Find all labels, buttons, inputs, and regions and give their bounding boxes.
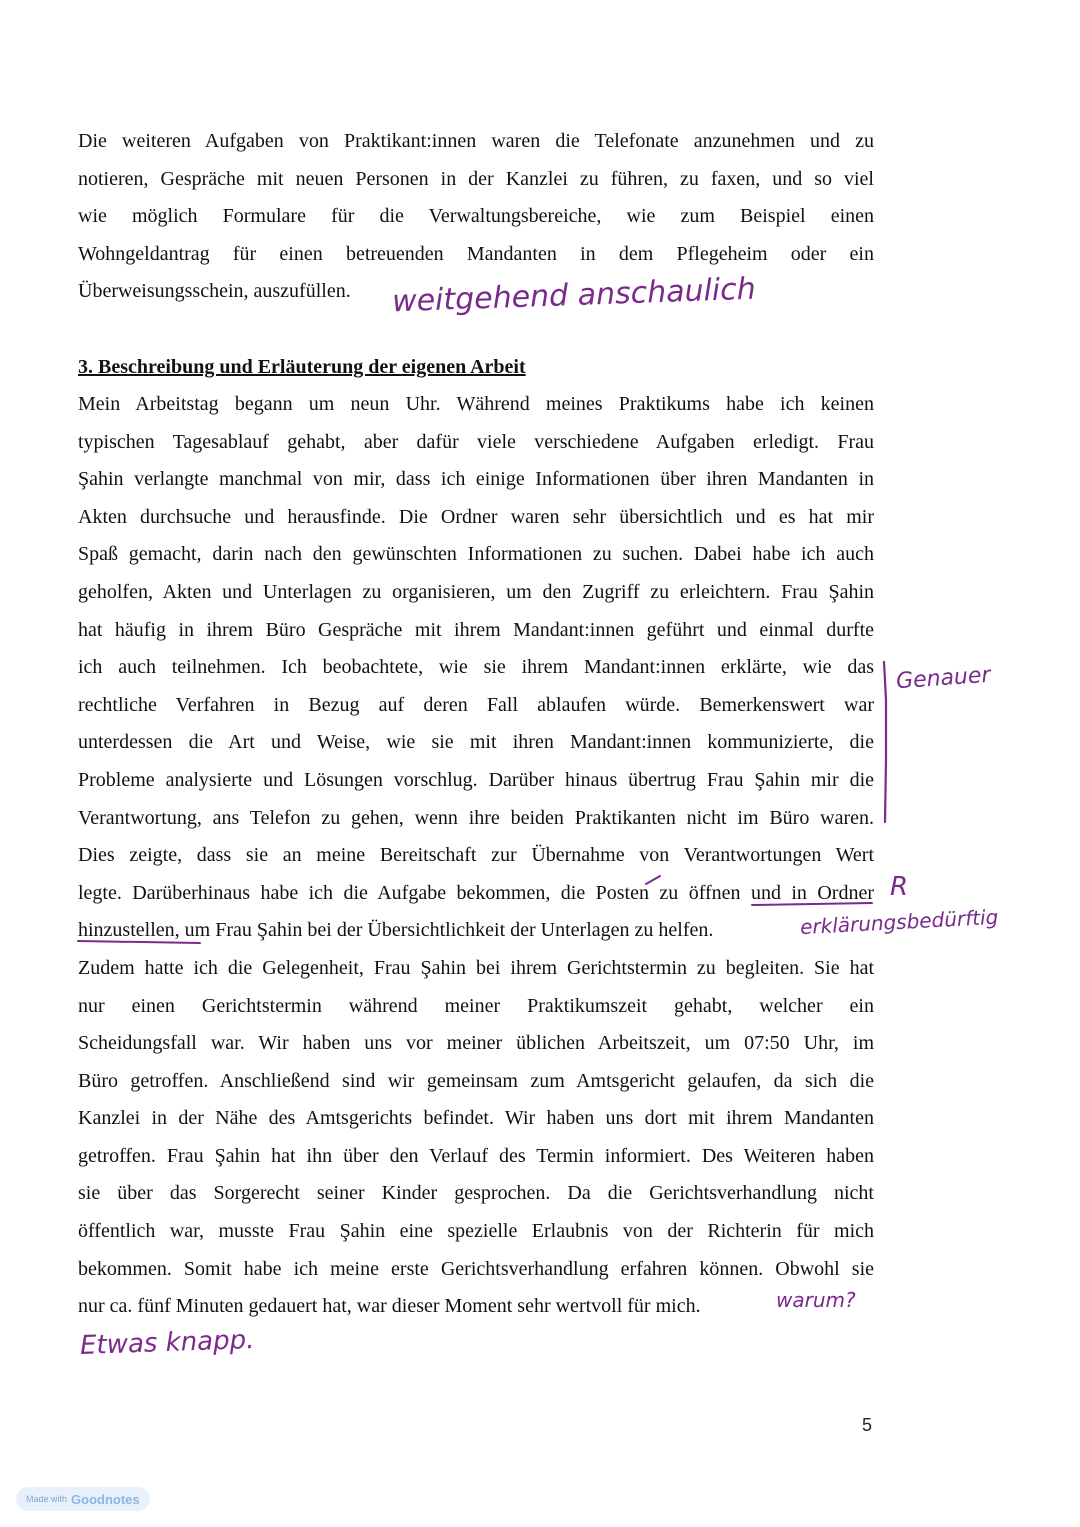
text-line: Büro getroffen. Anschließend sind wir gemeinsam zum Amtsgericht gelaufen, da sich die xyxy=(78,1069,874,1092)
text-line: Akten durchsuche und herausfinde. Die Ordner waren sehr übersichtlich und es hat mir xyxy=(78,505,874,528)
text-line: Probleme analysierte und Lösungen vorschlug. Darüber hinaus übertrug Frau Şahin mir die xyxy=(78,768,874,791)
text-line: Verantwortung, ans Telefon zu gehen, wenn ihre beiden Praktikanten nicht im Büro waren. xyxy=(78,806,874,829)
text-line: getroffen. Frau Şahin hat ihn über den Verlauf des Termin informiert. Des Weiteren haben xyxy=(78,1144,874,1167)
goodnotes-badge xyxy=(16,1487,150,1511)
handwritten-comment: Etwas knapp. xyxy=(79,1324,255,1362)
text-line: nur ca. fünf Minuten gedauert hat, war dieser Moment sehr wertvoll für mich. xyxy=(78,1295,701,1318)
handwritten-comment: R xyxy=(890,872,909,902)
handwritten-comment: erklärungsbedürftig xyxy=(799,904,999,940)
text-line: Kanzlei in der Nähe des Amtsgerichts befindet. Wir haben uns dort mit ihrem Mandanten xyxy=(78,1107,874,1130)
text-line: Mein Arbeitstag begann um neun Uhr. Während meines Praktikums habe ich keinen xyxy=(78,393,874,415)
text-line: Wohngeldantrag für einen betreuenden Mandanten in dem Pflegeheim oder ein xyxy=(78,242,874,265)
text-line: Die weiteren Aufgaben von Praktikant:innen waren die Telefonate anzunehmen und zu xyxy=(78,130,874,152)
text-line: ich auch teilnehmen. Ich beobachtete, wie sie ihrem Mandant:innen erklärte, wie das xyxy=(78,656,874,679)
text-line: Şahin verlangte manchmal von mir, dass ich einige Informationen über ihren Mandanten in xyxy=(78,468,874,491)
text-line: hat häufig in ihrem Büro Gespräche mit ihrem Mandant:innen geführt und einmal durfte xyxy=(78,618,874,641)
text-line: legte. Darüberhinaus habe ich die Aufgabe bekommen, die Posten zu öffnen und in Ordner xyxy=(78,881,874,904)
handwritten-comment: warum? xyxy=(776,1288,856,1312)
margin-bracket xyxy=(884,662,886,822)
badge-prefix: Made with xyxy=(26,1494,68,1504)
badge-brand: Goodnotes xyxy=(71,1491,140,1507)
text-line: geholfen, Akten und Unterlagen zu organisieren, um den Zugriff zu erleichtern. Frau Şahin xyxy=(78,580,874,603)
text-line: bekommen. Somit habe ich meine erste Gerichtsverhandlung erfahren können. Obwohl sie xyxy=(78,1257,874,1280)
text-line: Überweisungsschein, auszufüllen. xyxy=(78,280,351,303)
text-line: hinzustellen, um Frau Şahin bei der Übersichtlichkeit der Unterlagen zu helfen. xyxy=(78,919,714,942)
text-line: Scheidungsfall war. Wir haben uns vor meiner üblichen Arbeitszeit, um 07:50 Uhr, im xyxy=(78,1032,874,1055)
handwritten-comment: Genauer xyxy=(895,662,992,695)
text-line: Dies zeigte, dass sie an meine Bereitschaft zur Übernahme von Verantwortungen Wert xyxy=(78,844,874,867)
text-line: öffentlich war, musste Frau Şahin eine spezielle Erlaubnis von der Richterin für mich xyxy=(78,1220,874,1243)
handwritten-comment: weitgehend anschaulich xyxy=(391,271,757,320)
text-line: unterdessen die Art und Weise, wie sie mit ihren Mandant:innen kommunizierte, die xyxy=(78,731,874,754)
text-line: wie möglich Formulare für die Verwaltungsbereiche, wie zum Beispiel einen xyxy=(78,205,874,228)
text-line: typischen Tagesablauf gehabt, aber dafür viele verschiedene Aufgaben erledigt. Frau xyxy=(78,430,874,453)
text-line: Zudem hatte ich die Gelegenheit, Frau Şahin bei ihrem Gerichtstermin zu begleiten. Sie hat xyxy=(78,956,874,979)
page-number: 5 xyxy=(862,1415,873,1435)
text-line: sie über das Sorgerecht seiner Kinder gesprochen. Da die Gerichtsverhandlung nicht xyxy=(78,1182,874,1205)
text-line: rechtliche Verfahren in Bezug auf deren Fall ablaufen würde. Bemerkenswert war xyxy=(78,693,874,716)
text-line: nur einen Gerichtstermin während meiner Praktikumszeit gehabt, welcher ein xyxy=(78,994,874,1017)
text-line: Spaß gemacht, darin nach den gewünschten Informationen zu suchen. Dabei habe ich auch xyxy=(78,543,874,566)
text-line: notieren, Gespräche mit neuen Personen in der Kanzlei zu führen, zu faxen, und so viel xyxy=(78,167,874,190)
paragraph-2 xyxy=(78,386,874,1326)
section-heading: 3. Beschreibung und Erläuterung der eigenen Arbeit xyxy=(78,356,526,378)
